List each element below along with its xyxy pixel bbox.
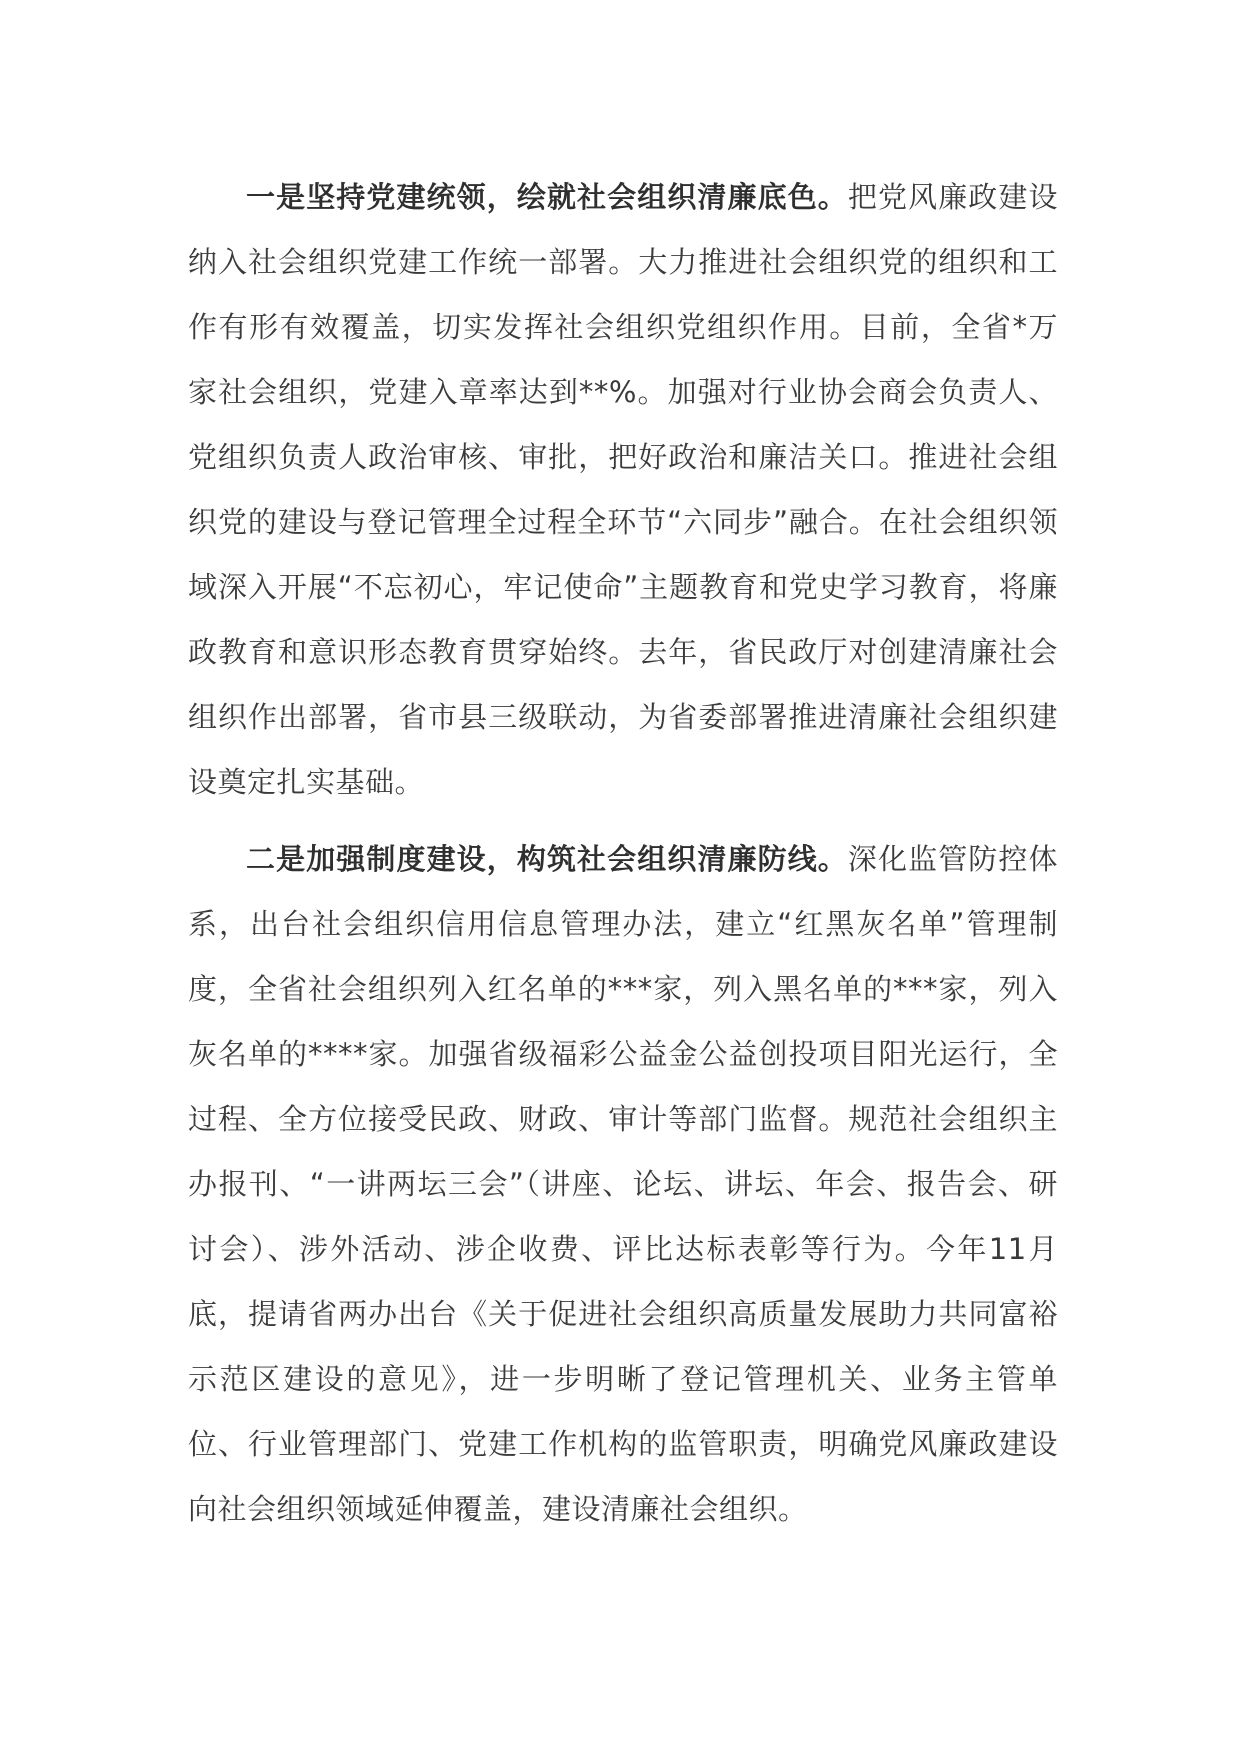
paragraph-1 (188, 165, 1058, 815)
paragraph-2-heading: 二是加强制度建设，构筑社会组织清廉防线。 (246, 842, 848, 876)
paragraph-2-text: 深化监管防控体系，出台社会组织信用信息管理办法，建立“红黑灰名单”管理制度，全省社会组织列入红名单的***家，列入黑名单的***家，列入灰名单的****家。加强省级福彩公益金公益创投项目阳光运行，全过程、全方位接受民政、财政、审计等部门监督。规范社会组织主办报刊、“一讲两坛三会”（讲座、论坛、讲坛、年会、报告会、研讨会）、涉外活动、涉企收费、评比达标表彰等行为。今年11月底，提请省两办出台《关于促进社会组织高质量发展助力共同富裕示范区建设的意见》，进一步明晰了登记管理机关、业务主管单位、行业管理部门、党建工作机构的监管职责，明确党风廉政建设向社会组织领域延伸覆盖，建设清廉社会组织。 (188, 842, 1058, 1526)
paragraph-1-text: 把党风廉政建设纳入社会组织党建工作统一部署。大力推进社会组织党的组织和工作有形有效覆盖，切实发挥社会组织党组织作用。目前，全省*万家社会组织，党建入章率达到**%。加强对行业协会商会负责人、党组织负责人政治审核、审批，把好政治和廉洁关口。推进社会组织党的建设与登记管理全过程全环节“六同步”融合。在社会组织领域深入开展“不忘初心，牢记使命”主题教育和党史学习教育，将廉政教育和意识形态教育贯穿始终。去年，省民政厅对创建清廉社会组织作出部署，省市县三级联动，为省委部署推进清廉社会组织建设奠定扎实基础。 (188, 180, 1058, 799)
document-body (188, 165, 1058, 1542)
paragraph-2 (188, 827, 1058, 1542)
paragraph-1-heading: 一是坚持党建统领，绘就社会组织清廉底色。 (246, 180, 848, 214)
